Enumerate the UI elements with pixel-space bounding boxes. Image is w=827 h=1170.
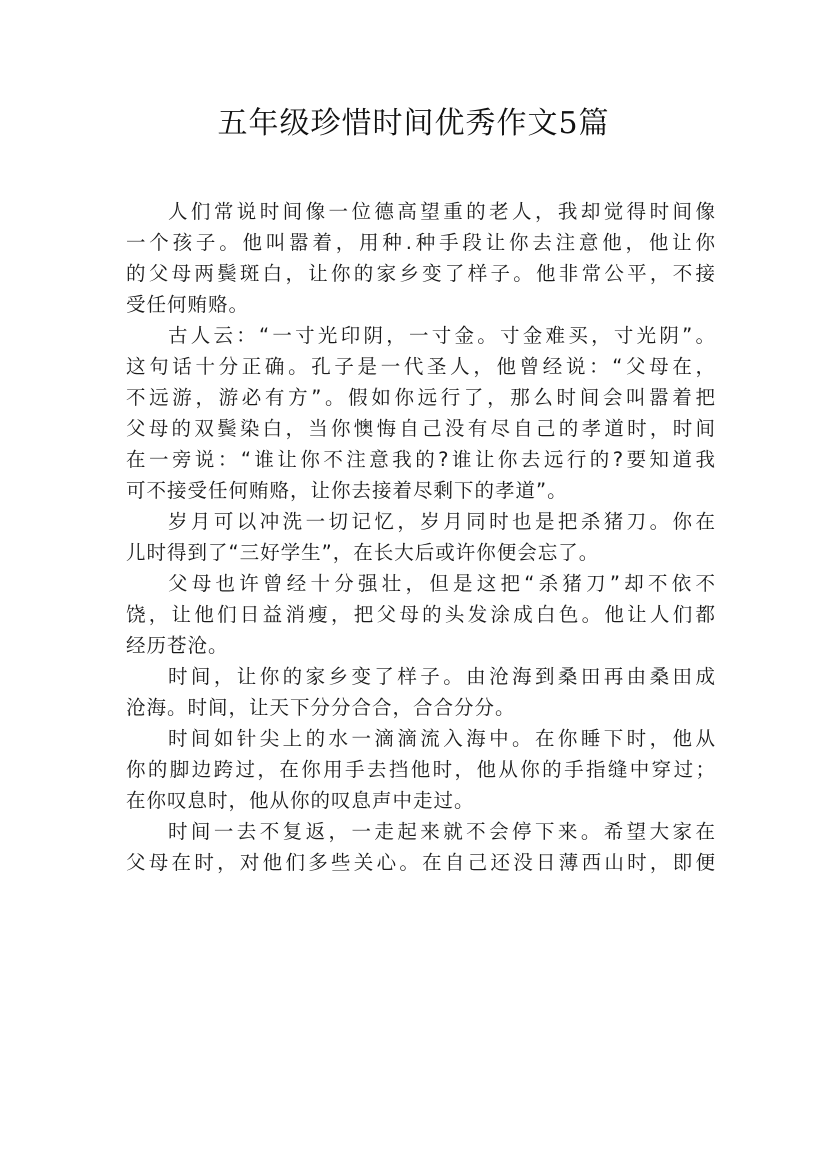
paragraph-2 [126, 320, 716, 506]
text-line: 父母也许曾经十分强壮，但是这把“杀猪刀”却不依不 [168, 572, 716, 595]
text-line: 人们常说时间像一位德高望重的老人，我却觉得时间像 [168, 200, 716, 223]
paragraph-5 [126, 661, 716, 723]
text-line: 儿时得到了“三好学生”，在长大后或许你便会忘了。 [126, 541, 600, 564]
paragraph-4 [126, 568, 716, 661]
page-title: 五年级珍惜时间优秀作文5篇 [217, 106, 610, 141]
text-line: 受任何贿赂。 [126, 293, 250, 316]
text-line: 这句话十分正确。孔子是一代圣人，他曾经说：“父母在， [126, 355, 716, 378]
paragraph-7 [126, 816, 716, 878]
text-line: 可不接受任何贿赂，让你去接着尽剩下的孝道”。 [126, 479, 568, 502]
article-body [126, 196, 716, 878]
text-line: 时间如针尖上的水一滴滴流入海中。在你睡下时，他从 [168, 727, 716, 750]
text-line: 的父母两鬓斑白，让你的家乡变了样子。他非常公平，不接 [126, 262, 716, 285]
text-line: 古人云：“一寸光印阴，一寸金。寸金难买，寸光阴”。 [168, 324, 716, 347]
text-line: 岁月可以冲洗一切记忆，岁月同时也是把杀猪刀。你在 [168, 510, 716, 533]
text-line: 时间一去不复返，一走起来就不会停下来。希望大家在 [168, 820, 716, 843]
text-line: 沧海。时间，让天下分分合合，合合分分。 [126, 696, 516, 719]
text-line: 你的脚边跨过，在你用手去挡他时，他从你的手指缝中穿过； [126, 758, 716, 781]
text-line: 一个孩子。他叫嚣着，用种.种手段让你去注意他，他让你 [126, 231, 716, 254]
text-line: 经历苍沧。 [126, 634, 229, 657]
text-line: 不远游，游必有方”。假如你远行了，那么时间会叫嚣着把 [126, 386, 716, 409]
text-line: 在一旁说：“谁让你不注意我的?谁让你去远行的?要知道我 [126, 448, 716, 471]
text-line: 父母在时，对他们多些关心。在自己还没日薄西山时，即便 [126, 851, 716, 874]
text-line: 饶，让他们日益消瘦，把父母的头发涂成白色。他让人们都 [126, 603, 716, 626]
paragraph-1 [126, 196, 716, 320]
text-line: 时间，让你的家乡变了样子。由沧海到桑田再由桑田成 [168, 665, 716, 688]
paragraph-6 [126, 723, 716, 816]
paragraph-3 [126, 506, 716, 568]
text-line: 在你叹息时，他从你的叹息声中走过。 [126, 789, 475, 812]
text-line: 父母的双鬓染白，当你懊悔自己没有尽自己的孝道时，时间 [126, 417, 716, 440]
